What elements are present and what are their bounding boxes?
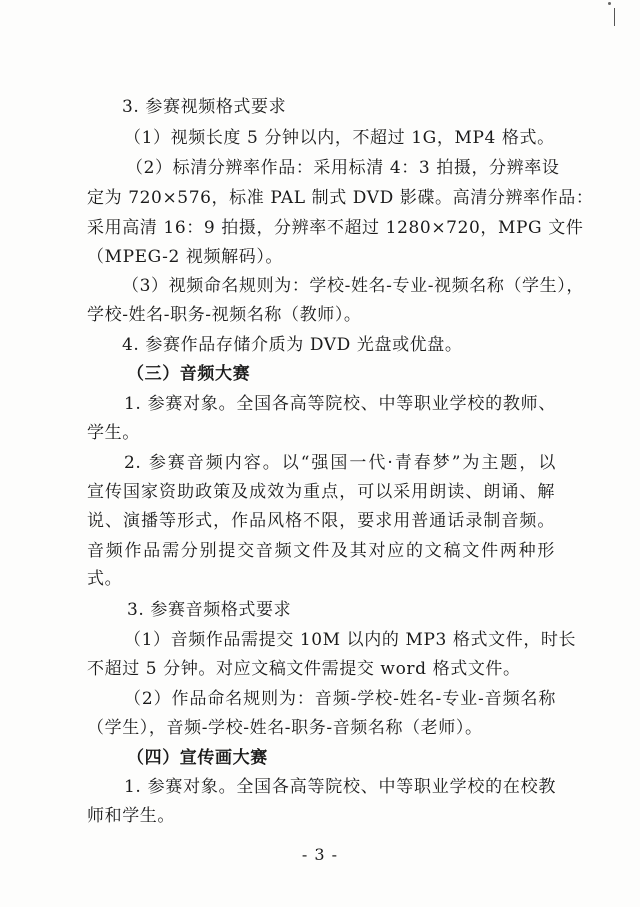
text-line: 式。 (87, 569, 123, 589)
text-line: 1. 参赛对象。全国各高等院校、中等职业学校的在校教 (124, 777, 556, 797)
text-line: 不超过 5 分钟。对应文稿文件需提交 word 格式文件。 (87, 659, 521, 679)
section-heading: （四）宣传画大赛 (127, 748, 268, 768)
text-line: （学生），音频-学校-姓名-职务-音频名称（老师）。 (87, 718, 483, 738)
section-heading: （三）音频大赛 (127, 364, 251, 384)
text-line: 采用高清 16：9 拍摄，分辨率不超过 1280×720，MPG 文件 (87, 218, 584, 238)
text-line: 学生。 (87, 423, 140, 443)
scan-mark-line (614, 8, 615, 26)
text-line: 定为 720×576，标准 PAL 制式 DVD 影碟。高清分辨率作品： (87, 188, 594, 208)
text-line: 3. 参赛视频格式要求 (122, 97, 287, 117)
text-line: 音频作品需分别提交音频文件及其对应的文稿文件两种形 (87, 541, 555, 561)
scan-mark (608, 2, 611, 5)
page-number: - 3 - (301, 845, 339, 864)
text-line: 2. 参赛音频内容。以“强国一代·青春梦”为主题，以 (124, 453, 556, 473)
text-line: 宣传国家资助政策及成效为重点，可以采用朗读、朗诵、解 (87, 482, 555, 502)
text-line: 3. 参赛音频格式要求 (127, 600, 292, 620)
text-line: 师和学生。 (87, 806, 175, 826)
text-line: 4. 参赛作品存储介质为 DVD 光盘或优盘。 (122, 335, 463, 355)
text-line: 学校-姓名-职务-视频名称（教师）。 (87, 305, 362, 325)
text-line: 1. 参赛对象。全国各高等院校、中等职业学校的教师、 (124, 394, 556, 414)
text-line: （1）音频作品需提交 10M 以内的 MP3 格式文件，时长 (124, 630, 577, 650)
text-line: （3）视频命名规则为：学校-姓名-专业-视频名称（学生）， (122, 276, 584, 296)
text-line: （1）视频长度 5 分钟以内，不超过 1G，MP4 格式。 (124, 128, 555, 148)
text-line: （2）标清分辨率作品：采用标清 4：3 拍摄，分辨率设 (126, 158, 560, 178)
text-line: （2）作品命名规则为：音频-学校-姓名-专业-音频名称 (124, 689, 556, 709)
text-line: （MPEG-2 视频解码）。 (87, 247, 284, 267)
text-line: 说、演播等形式，作品风格不限，要求用普通话录制音频。 (87, 511, 555, 531)
